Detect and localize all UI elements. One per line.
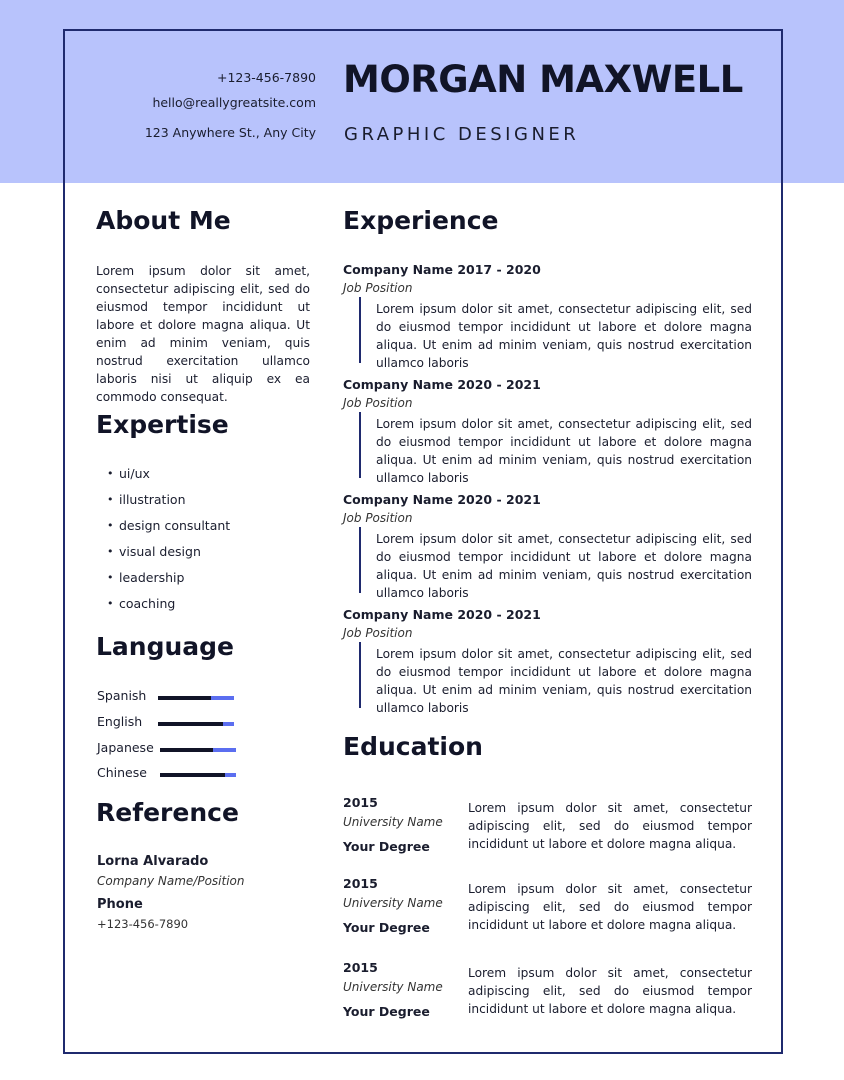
- job-position: Job Position: [343, 511, 413, 525]
- expertise-item: • leadership: [107, 569, 230, 595]
- language-name: Chinese: [97, 765, 147, 780]
- job-description: Lorem ipsum dolor sit amet, consectetur adipiscing elit, sed do eiusmod tempor incididunt ut labore et dolore magna aliqua. Ut enim ad minim veniam, quis nostrud exercitation ullamco laboris: [376, 647, 752, 715]
- job-company: Company Name 2020 - 2021: [343, 607, 541, 622]
- contact-phone: +123-456-7890: [216, 70, 316, 85]
- education-year: 2015: [343, 876, 378, 891]
- job-company: Company Name 2017 - 2020: [343, 262, 541, 277]
- job-position: Job Position: [343, 626, 413, 640]
- expertise-item: • visual design: [107, 543, 230, 569]
- education-year: 2015: [343, 960, 378, 975]
- reference-name: Lorna Alvarado: [97, 854, 209, 869]
- education-heading: Education: [343, 732, 483, 761]
- reference-heading: Reference: [96, 798, 239, 827]
- job-divider: [359, 297, 361, 363]
- job-divider: [359, 527, 361, 593]
- experience-item: [343, 262, 753, 377]
- resume-title: GRAPHIC DESIGNER: [344, 124, 580, 145]
- job-divider: [359, 412, 361, 478]
- experience-item: [343, 607, 753, 722]
- language-level-fill: [160, 748, 213, 752]
- language-name: English: [97, 714, 143, 729]
- job-position: Job Position: [343, 281, 413, 295]
- education-university: University Name: [343, 896, 443, 910]
- job-company: Company Name 2020 - 2021: [343, 492, 541, 507]
- education-degree: Your Degree: [343, 1004, 430, 1019]
- expertise-item: • design consultant: [107, 517, 230, 543]
- expertise-item: • ui/ux: [107, 465, 230, 491]
- education-university: University Name: [343, 980, 443, 994]
- language-level-bar: [158, 696, 234, 700]
- language-heading: Language: [96, 632, 235, 661]
- education-degree: Your Degree: [343, 920, 430, 935]
- language-level-fill: [158, 722, 223, 726]
- education-year: 2015: [343, 795, 378, 810]
- job-position: Job Position: [343, 396, 413, 410]
- expertise-item: • coaching: [107, 595, 230, 621]
- about-heading: About Me: [96, 206, 231, 235]
- contact-email: hello@reallygreatsite.com: [152, 95, 316, 110]
- education-degree: Your Degree: [343, 839, 430, 854]
- education-item: [343, 876, 753, 951]
- education-description: Lorem ipsum dolor sit amet, consectetur adipiscing elit, sed do eiusmod tempor incididunt ut labore et dolore magna aliqua.: [468, 966, 752, 1016]
- language-level-fill: [160, 773, 225, 777]
- reference-phone-label: Phone: [97, 897, 143, 912]
- job-description: Lorem ipsum dolor sit amet, consectetur adipiscing elit, sed do eiusmod tempor incididunt ut labore et dolore magna aliqua. Ut enim ad minim veniam, quis nostrud exercitation ullamco laboris: [376, 302, 752, 370]
- language-row: [97, 688, 247, 708]
- language-row: [97, 740, 247, 760]
- about-text: Lorem ipsum dolor sit amet, consectetur adipiscing elit, sed do eiusmod tempor incididunt ut labore et dolore magna aliqua. Ut enim ad minim veniam, quis nostrud exercitation ullamco laboris nisi ut aliquip ex ea commodo consequat.: [96, 264, 310, 404]
- language-level-bar: [160, 773, 236, 777]
- expertise-item: • illustration: [107, 491, 230, 517]
- experience-item: [343, 377, 753, 492]
- language-name: Spanish: [97, 688, 147, 703]
- language-row: [97, 714, 247, 734]
- reference-company: Company Name/Position: [97, 874, 245, 888]
- job-description: Lorem ipsum dolor sit amet, consectetur adipiscing elit, sed do eiusmod tempor incididunt ut labore et dolore magna aliqua. Ut enim ad minim veniam, quis nostrud exercitation ullamco laboris: [376, 417, 752, 485]
- education-description: Lorem ipsum dolor sit amet, consectetur adipiscing elit, sed do eiusmod tempor incididunt ut labore et dolore magna aliqua.: [468, 801, 752, 851]
- reference-phone: +123-456-7890: [97, 917, 189, 931]
- education-university: University Name: [343, 815, 443, 829]
- education-item: [343, 960, 753, 1035]
- resume-name: MORGAN MAXWELL: [343, 58, 743, 101]
- education-description: Lorem ipsum dolor sit amet, consectetur adipiscing elit, sed do eiusmod tempor incididunt ut labore et dolore magna aliqua.: [468, 882, 752, 932]
- job-company: Company Name 2020 - 2021: [343, 377, 541, 392]
- language-name: Japanese: [97, 740, 154, 755]
- expertise-list: [107, 465, 230, 621]
- job-description: Lorem ipsum dolor sit amet, consectetur adipiscing elit, sed do eiusmod tempor incididunt ut labore et dolore magna aliqua. Ut enim ad minim veniam, quis nostrud exercitation ullamco laboris: [376, 532, 752, 600]
- language-level-bar: [160, 748, 236, 752]
- language-level-bar: [158, 722, 234, 726]
- language-row: [97, 765, 247, 785]
- experience-heading: Experience: [343, 206, 499, 235]
- experience-item: [343, 492, 753, 607]
- education-item: [343, 795, 753, 870]
- language-level-fill: [158, 696, 211, 700]
- expertise-heading: Expertise: [96, 410, 229, 439]
- job-divider: [359, 642, 361, 708]
- contact-address: 123 Anywhere St., Any City: [144, 125, 316, 140]
